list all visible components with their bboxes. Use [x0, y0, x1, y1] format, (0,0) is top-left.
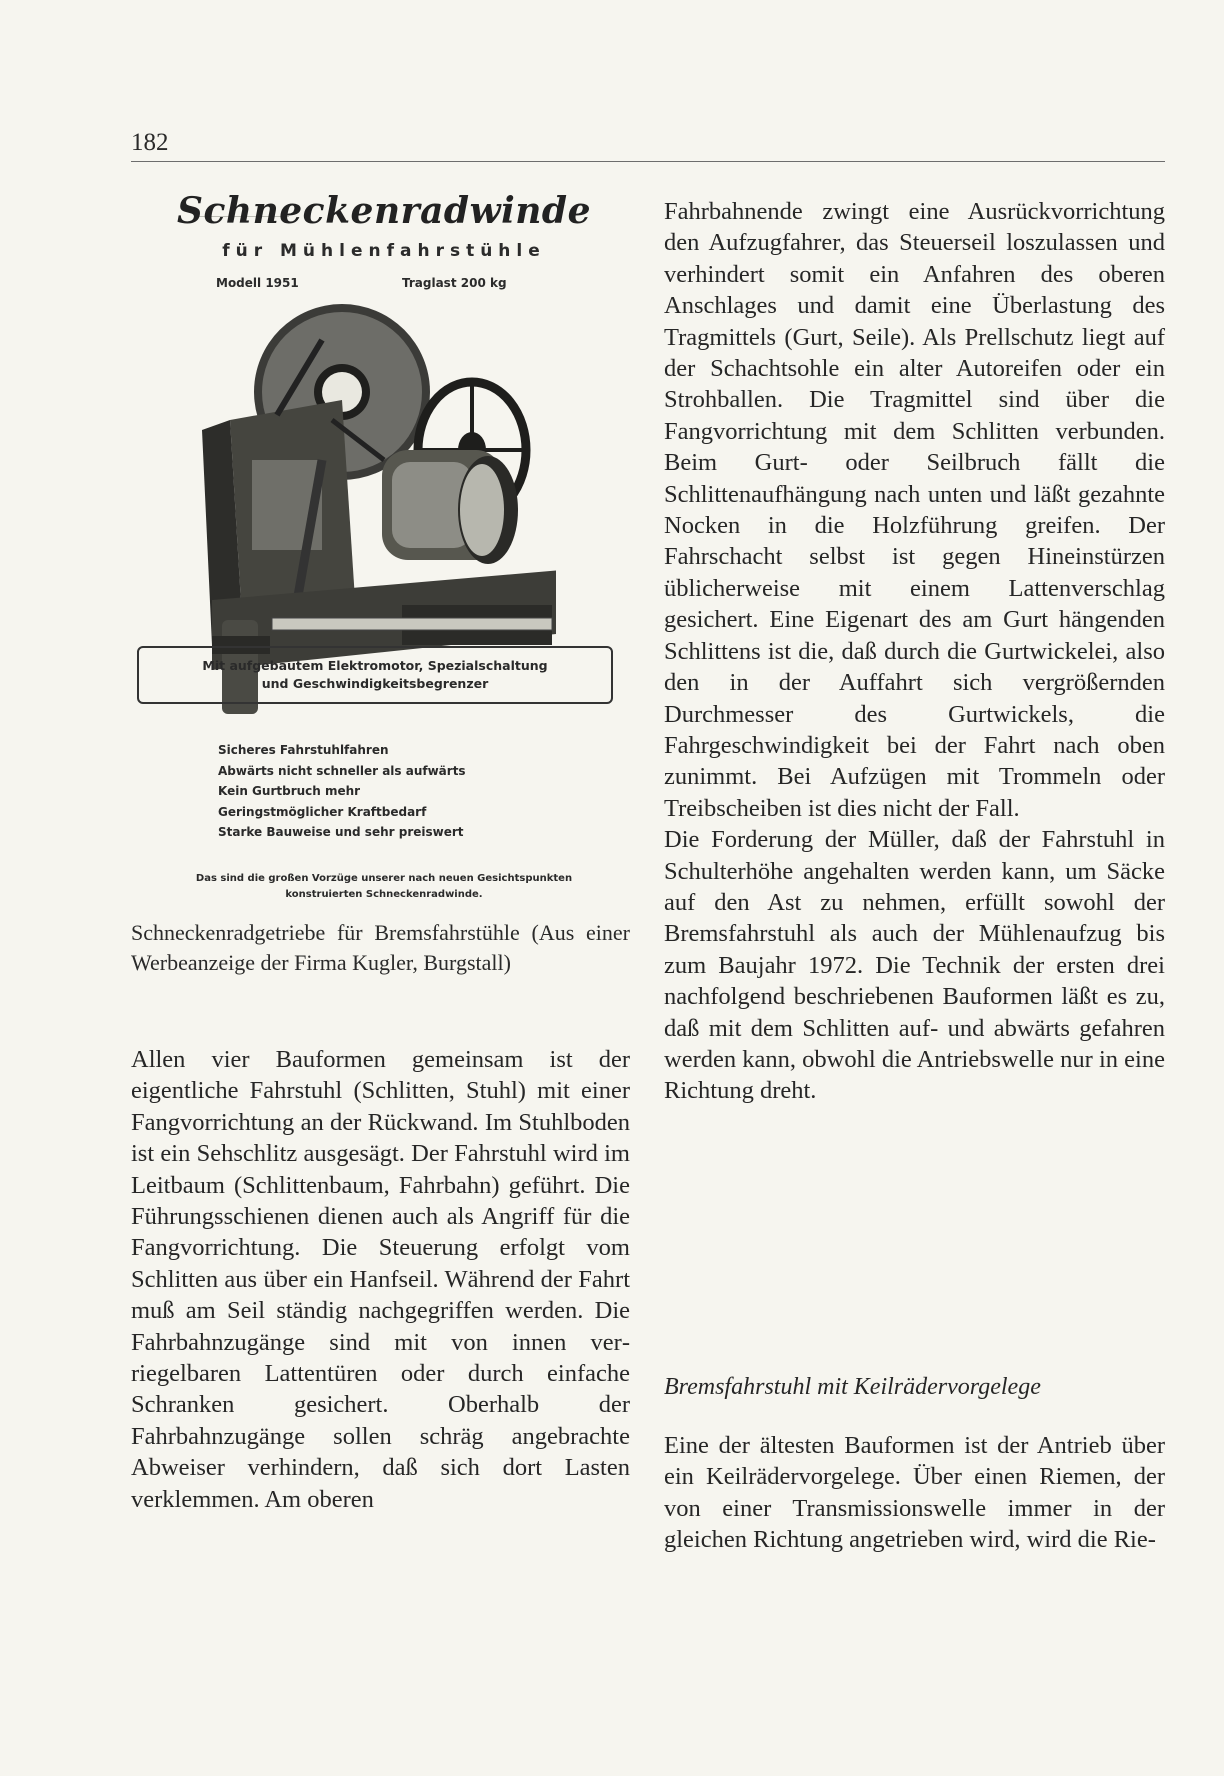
right-column-text: [664, 196, 1165, 1107]
ad-feature-item: Kein Gurtbruch mehr: [218, 784, 361, 798]
section-heading: Bremsfahrstuhl mit Keilrädervorgelege: [664, 1374, 1041, 1400]
paragraph: Fahrbahnende zwingt eine Ausrückvorrichtung den Aufzugfahrer, das Steuerseil loszulassen und verhindert somit ein Anfahren des oberen Anschlages und damit eine Überlastung des Tragmittels (Gurt, Seile). Als Prellschutz liegt auf der Schachtsohle ein alter Autoreifen oder ein Strohballen. Die Tragmittel sind über die Fangvorrichtung mit dem Schlitten verbunden. Beim Gurt- oder Seilbruch fällt die Schlittenaufhängung nach unten und läßt gezahnte Nocken in die Holzführung greifen. Der Fahrschacht selbst ist gegen Hineinstürzen üblicherweise mit einem Lattenverschlag gesichert. Eine Eigenart des am Gurt hängenden Schlittens ist die, daß durch die Gurtwickelei, also den in der Auffahrt sich vergrößernden Durchmesser des Gurtwickels, die Fahrgeschwindigkeit bei der Fahrt nach oben zunimmt. Bei Aufzügen mit Trommeln oder Treibscheiben ist dies nicht der Fall.: [664, 198, 1165, 822]
ad-model: Modell 1951: [216, 276, 299, 290]
ad-box-line: und Geschwindigkeitsbegrenzer: [261, 676, 489, 691]
figure-caption: Schneckenradgetriebe für Bremsfahrstühle (Aus einer Werbeanzeige der Firma Kugler, Burgstall): [131, 920, 630, 975]
ad-feature-item: Starke Bauweise und sehr preiswert: [218, 825, 464, 839]
ad-footer-line: Das sind die großen Vorzüge unserer nach neuen Gesichtspunkten: [195, 873, 573, 884]
ad-feature-item: Sicheres Fahrstuhlfahren: [218, 743, 389, 757]
left-column-text: [131, 1044, 630, 1515]
section-text: [664, 1430, 1165, 1556]
page-number: 182: [131, 129, 169, 156]
ad-feature-item: Geringstmöglicher Kraftbedarf: [218, 804, 427, 819]
ad-footer: [131, 871, 637, 903]
ad-footer-line: konstruierten Schneckenradwinde.: [285, 889, 483, 900]
paragraph: Eine der ältesten Bauformen ist der Antrieb über ein Keilrädervorgelege. Über einen Riemen, der von einer Transmissionswelle immer in der gleichen Richtung angetrieben wird, wird die Rie-: [664, 1432, 1165, 1554]
ad-load: Traglast 200 kg: [402, 276, 507, 290]
header-rule: [131, 161, 1165, 162]
paragraph: Die Forderung der Müller, daß der Fahrstuhl in Schulterhöhe angehalten werden kann, um Säcke auf den Ast zu nehmen, erfüllt sowohl der Bremsfahrstuhl als auch der Mühlenaufzug bis zum Baujahr 1972. Die Technik der ersten drei nachfolgend beschriebenen Bauformen läßt es zu, daß mit dem Schlitten auf- und abwärts gefahren werden kann, obwohl die Antriebswelle nur in eine Richtung dreht.: [664, 826, 1165, 1105]
advertisement-figure: [131, 186, 637, 966]
paragraph: Allen vier Bauformen gemeinsam ist der eigentliche Fahrstuhl (Schlitten, Stuhl) mit einer Fangvorrichtung an der Rückwand. Im Stuhlboden ist ein Sehschlitz ausgesägt. Der Fahrstuhl wird im Leitbaum (Schlittenbaum, Fahrbahn) geführt. Die Führungsschienen dienen auch als Angriff für die Fangvorrichtung. Die Steuerung erfolgt vom Schlitten aus über ein Hanfseil. Während der Fahrt muß am Seil ständig nachgegriffen werden. Die Fahrbahnzugänge sind mit von innen verriegelbaren Lattentüren oder durch einfache Schranken gesichert. Oberhalb der Fahrbahnzugänge sollen schräg angebrachte Abweiser verhindern, daß sich dort Lasten verklemmen. Am oberen: [131, 1046, 630, 1513]
ad-box-line: Mit aufgebautem Elektromotor, Spezialschaltung: [202, 658, 548, 673]
ad-feature-item: Abwärts nicht schneller als aufwärts: [218, 763, 466, 778]
ad-feature-list: [218, 740, 466, 843]
ad-subtitle: für Mühlenfahrstühle: [222, 241, 546, 261]
ad-title: Schneckenradwinde: [177, 190, 591, 232]
ad-feature-box: [137, 646, 613, 704]
